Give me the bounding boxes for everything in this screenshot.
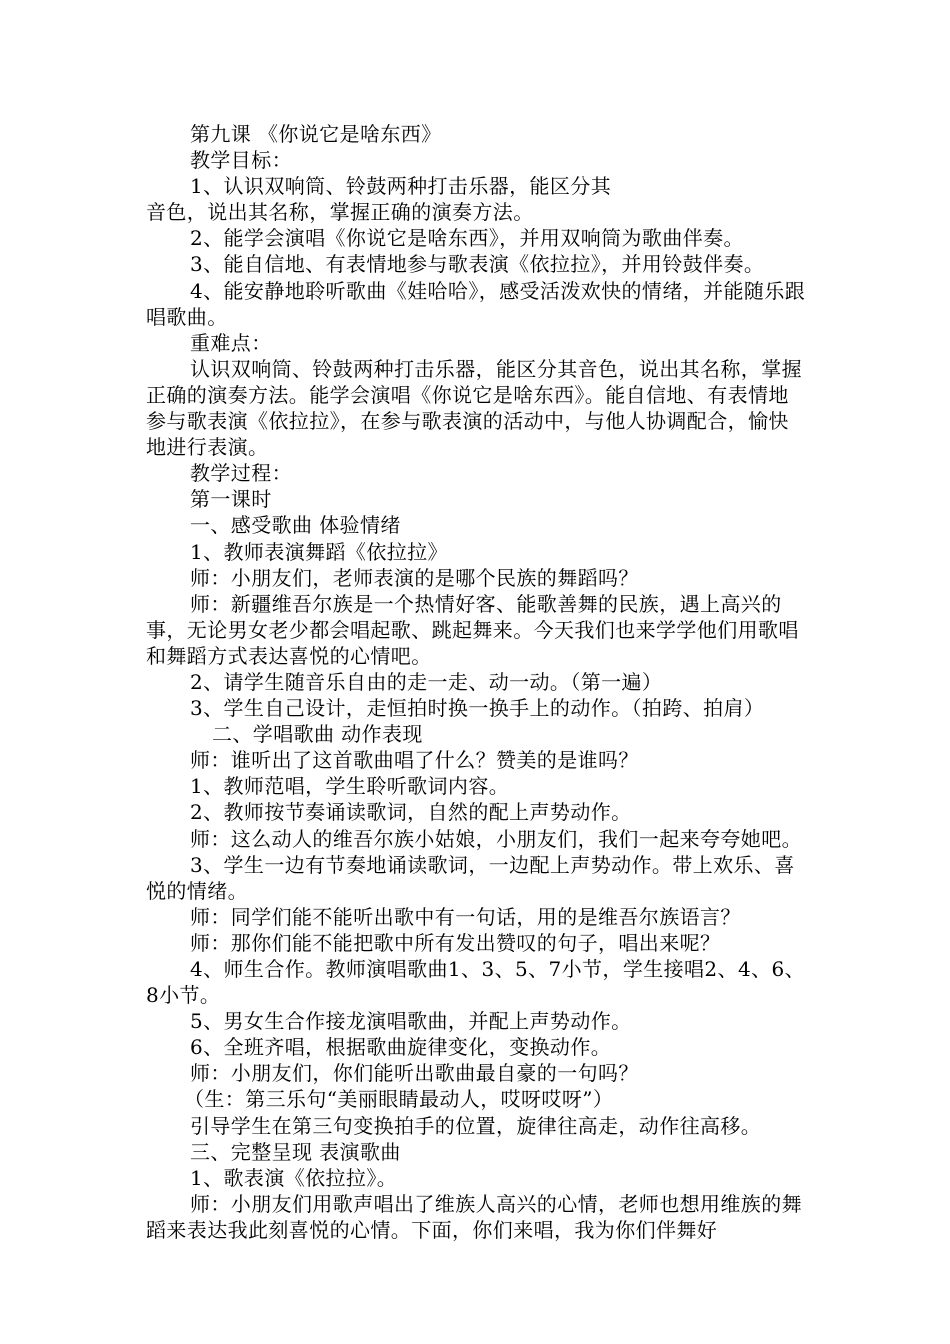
body-paragraph: 师：小朋友们用歌声唱出了维族人高兴的心情，老师也想用维族的舞蹈来表达我此刻喜悦的心情。下面，你们来唱，我为你们伴舞好 — [146, 1191, 802, 1242]
body-paragraph: 3、学生自己设计，走恒拍时换一换手上的动作。（拍跨、拍肩） — [190, 696, 765, 721]
body-paragraph: 2、教师按节奏诵读歌词，自然的配上声势动作。 — [190, 800, 632, 825]
body-paragraph: （生：第三乐句“美丽眼睛最动人，哎呀哎呀”） — [184, 1087, 614, 1112]
body-paragraph: 师：这么动人的维吾尔族小姑娘，小朋友们，我们一起来夸夸她吧。 — [190, 826, 802, 851]
body-paragraph: 师：谁听出了这首歌曲唱了什么？赞美的是谁吗？ — [190, 748, 639, 773]
body-paragraph: 6、全班齐唱，根据歌曲旋律变化，变换动作。 — [190, 1035, 612, 1060]
document-body — [146, 121, 806, 1243]
objective-item: 1、认识双响筒、铃鼓两种打击乐器，能区分其 — [190, 174, 612, 199]
body-paragraph: 师：小朋友们，你们能听出歌曲最自豪的一句吗？ — [190, 1061, 639, 1086]
body-paragraph: 认识双响筒、铃鼓两种打击乐器，能区分其音色，说出其名称，掌握正确的演奏方法。能学会演唱《你说它是啥东西》。能自信地、有表情地参与歌表演《依拉拉》，在参与歌表演的活动中，与他人协调配合，愉快地进行表演。 — [146, 356, 802, 460]
section-heading-process: 教学过程： — [190, 461, 292, 486]
body-paragraph: 1、教师表演舞蹈《依拉拉》 — [190, 539, 448, 564]
objective-item: 2、能学会演唱《你说它是啥东西》，并用双响筒为歌曲伴奏。 — [190, 226, 744, 251]
section-heading-key-points: 重难点： — [190, 330, 272, 355]
objective-item: 3、能自信地、有表情地参与歌表演《依拉拉》，并用铃鼓伴奏。 — [190, 252, 765, 277]
body-paragraph: 师：那你们能不能把歌中所有发出赞叹的句子，唱出来呢？ — [190, 930, 721, 955]
body-paragraph: 2、请学生随音乐自由的走一走、动一动。（第一遍） — [190, 669, 663, 694]
body-paragraph: 师：小朋友们，老师表演的是哪个民族的舞蹈吗？ — [190, 565, 639, 590]
body-paragraph: 3、学生一边有节奏地诵读歌词，一边配上声势动作。带上欢乐、喜悦的情绪。 — [146, 852, 795, 903]
step-heading: 二、学唱歌曲 动作表现 — [212, 722, 423, 747]
body-paragraph: 1、歌表演《依拉拉》。 — [190, 1165, 398, 1190]
step-heading: 三、完整呈现 表演歌曲 — [190, 1139, 401, 1164]
body-paragraph: 4、师生合作。教师演唱歌曲1、3、5、7小节，学生接唱2、4、6、8小节。 — [146, 957, 805, 1008]
body-paragraph: 5、男女生合作接龙演唱歌曲，并配上声势动作。 — [190, 1009, 632, 1034]
body-paragraph: 引导学生在第三句变换拍手的位置，旋律往高走，动作往高移。 — [190, 1113, 762, 1138]
objective-item-continuation: 音色，说出其名称，掌握正确的演奏方法。 — [146, 200, 534, 225]
body-paragraph: 师：同学们能不能听出歌中有一句话，用的是维吾尔族语言？ — [190, 904, 741, 929]
objective-item: 4、能安静地聆听歌曲《娃哈哈》，感受活泼欢快的情绪，并能随乐跟唱歌曲。 — [146, 278, 806, 329]
section-heading-objectives: 教学目标： — [190, 148, 292, 173]
step-heading: 一、感受歌曲 体验情绪 — [190, 513, 401, 538]
body-paragraph: 师：新疆维吾尔族是一个热情好客、能歌善舞的民族，遇上高兴的事，无论男女老少都会唱起歌、跳起舞来。今天我们也来学学他们用歌唱和舞蹈方式表达喜悦的心情吧。 — [146, 591, 799, 668]
body-paragraph: 1、教师范唱，学生聆听歌词内容。 — [190, 774, 510, 799]
lesson-title: 第九课 《你说它是啥东西》 — [190, 122, 442, 146]
session-heading: 第一课时 — [190, 487, 272, 512]
